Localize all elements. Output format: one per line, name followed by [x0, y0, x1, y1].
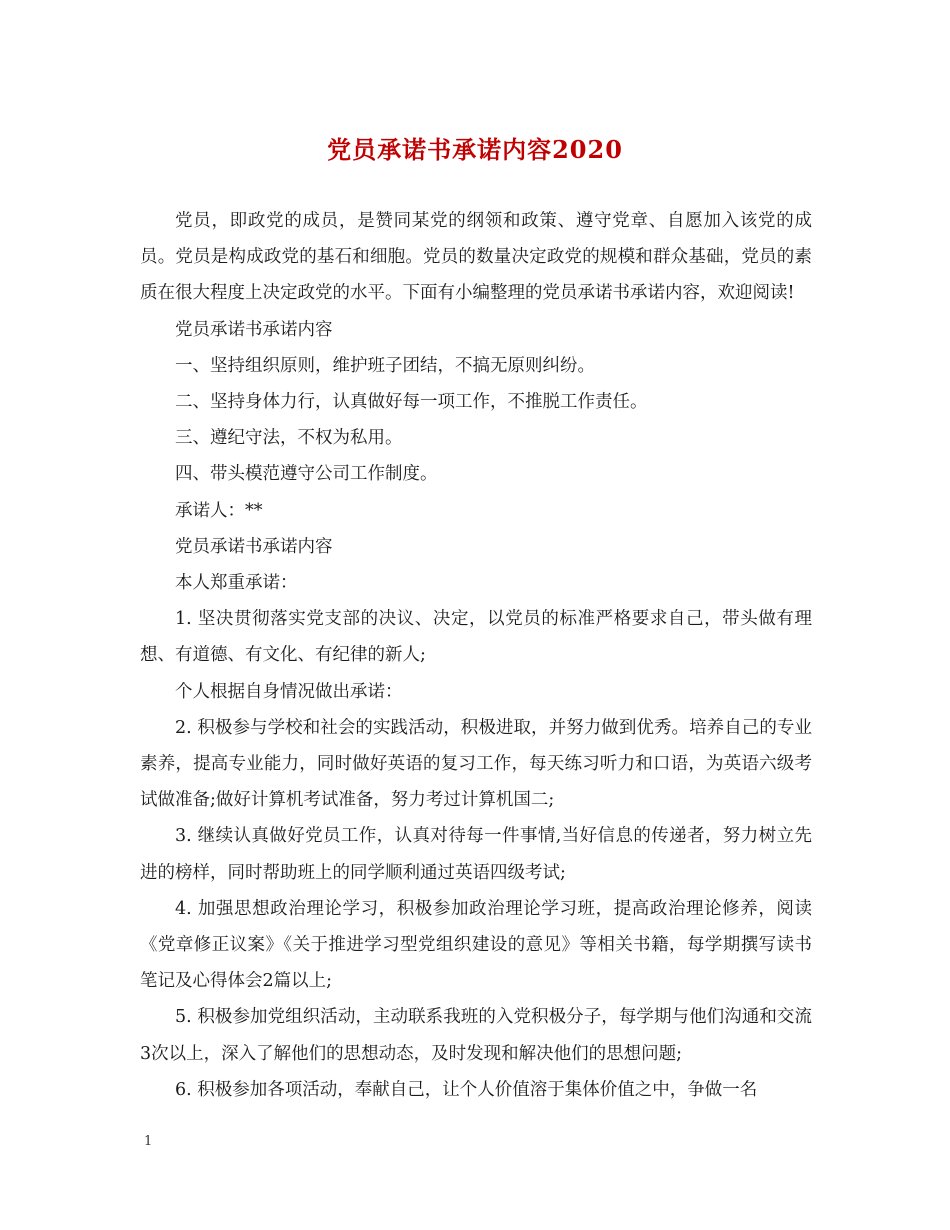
list-item: 一、坚持组织原则，维护班子团结，不搞无原则纠纷。: [175, 355, 595, 376]
list-item: 6. 积极参加各项活动，奉献自己，让个人价值溶于集体价值之中，争做一名: [175, 1079, 758, 1100]
signatory-line: 承诺人：**: [175, 500, 263, 521]
pledge-intro: 本人郑重承诺：: [175, 573, 298, 594]
list-item: 2. 积极参与学校和社会的实践活动，积极进取，并努力做到优秀。培养自己的专业素养，提高专业能力，同时做好英语的复习工作，每天练习听力和口语，为英语六级考试做准备;做好计算机考试准备，努力考过计算机国二;: [140, 717, 812, 811]
document-body: [140, 203, 812, 1108]
paragraph-intro: 党员，即政党的成员，是赞同某党的纲领和政策、遵守党章、自愿加入该党的成员。党员是构成政党的基石和细胞。党员的数量决定政党的规模和群众基础，党员的素质在很大程度上决定政党的水平。下面有小编整理的党员承诺书承诺内容，欢迎阅读!: [140, 211, 812, 304]
section-heading: 党员承诺书承诺内容: [175, 536, 333, 557]
list-item: 1. 坚决贯彻落实党支部的决议、决定，以党员的标准严格要求自己，带头做有理想、有道德、有文化、有纪律的新人;: [140, 609, 812, 666]
list-item: 4. 加强思想政治理论学习，积极参加政治理论学习班，提高政治理论修养，阅读《党章修正议案》《关于推进学习型党组织建设的意见》等相关书籍，每学期撰写读书笔记及心得体会2篇以上;: [140, 898, 812, 992]
section-heading: 党员承诺书承诺内容: [175, 319, 333, 340]
list-item: 5. 积极参加党组织活动，主动联系我班的入党积极分子，每学期与他们沟通和交流3次以上，深入了解他们的思想动态，及时发现和解决他们的思想问题;: [140, 1007, 812, 1064]
list-item: 二、坚持身体力行，认真做好每一项工作，不推脱工作责任。: [175, 392, 648, 413]
list-item: 3. 继续认真做好党员工作，认真对待每一件事情,当好信息的传递者，努力树立先进的榜样，同时帮助班上的同学顺利通过英语四级考试;: [140, 826, 812, 883]
list-item: 三、遵纪守法，不权为私用。: [175, 428, 403, 449]
list-item: 四、带头模范遵守公司工作制度。: [175, 464, 438, 485]
document-title: 党员承诺书承诺内容2020: [327, 135, 623, 164]
pledge-subheading: 个人根据自身情况做出承诺：: [175, 681, 403, 702]
page-number: 1: [144, 1134, 153, 1149]
